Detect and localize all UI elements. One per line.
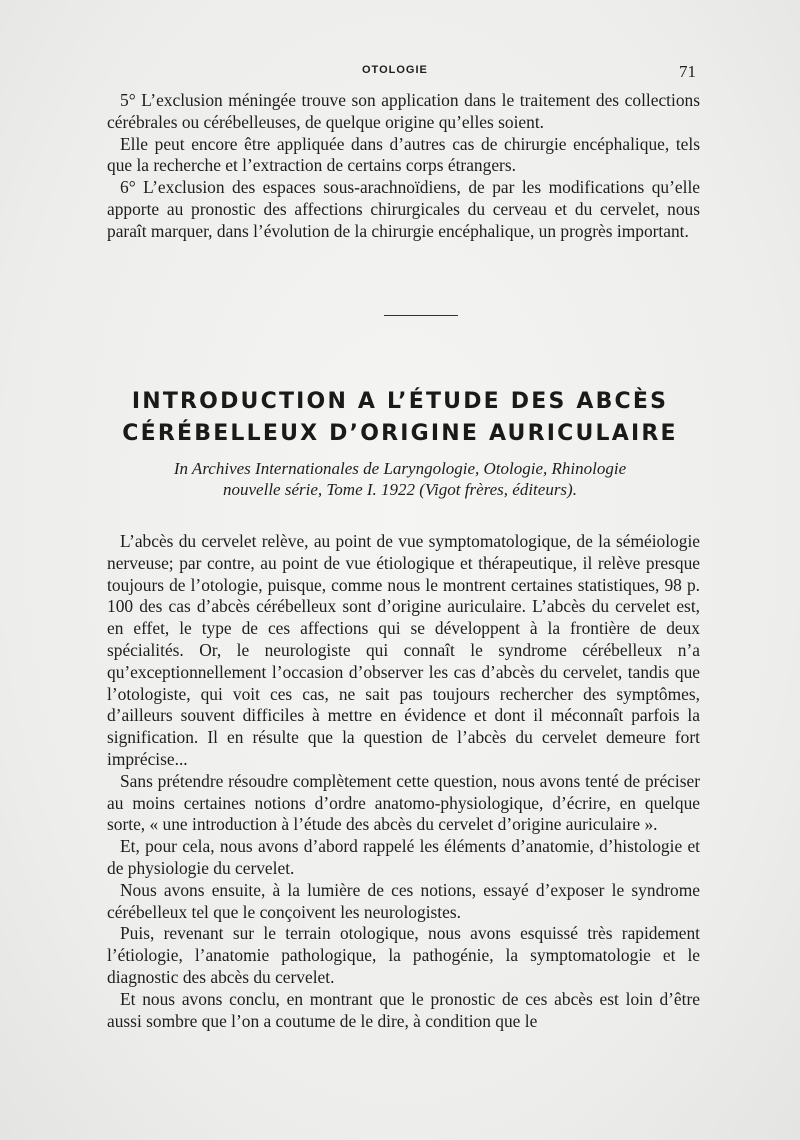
body-paragraph: Et nous avons conclu, en montrant que le pronostic de ces abcès est loin d’être aussi sombre que l’on a coutume de le dire, à condition que le xyxy=(107,988,700,1031)
article-title-line-1: INTRODUCTION A L’ÉTUDE DES ABCÈS xyxy=(131,389,669,414)
body-paragraph: Puis, revenant sur le terrain otologique, nous avons esquissé très rapidement l’étiologie, l’anatomie pathologique, la pathogénie, la symptomatologie et le diagnostic des abcès du cervelet. xyxy=(107,923,700,987)
article-title-line-2: CÉRÉBELLEUX D’ORIGINE AURICULAIRE xyxy=(122,421,678,446)
body-paragraph: Sans prétendre résoudre complètement cette question, nous avons tenté de préciser au moins certaines notions d’ordre anatomo-physiologique, d’écrire, en quelque sorte, « une introduction à l’étude des abcès du cervelet d’origine auriculaire ». xyxy=(107,770,700,835)
citation-line-2: nouvelle série, Tome I. 1922 (Vigot frères, éditeurs). xyxy=(223,480,577,499)
running-head xyxy=(0,62,800,82)
body-paragraph: Et, pour cela, nous avons d’abord rappelé les éléments d’anatomie, d’histologie et de physiologie du cervelet. xyxy=(107,836,700,878)
page-number: 71 xyxy=(679,62,696,81)
section-divider xyxy=(384,315,458,316)
intro-paragraph-5: 5° L’exclusion méningée trouve son application dans le traitement des collections cérébrales ou cérébelleuses, de quelque origine qu’elles soient. xyxy=(107,90,700,132)
intro-paragraph-encephalique: Elle peut encore être appliquée dans d’autres cas de chirurgie encéphalique, tels que la recherche et l’extraction de certains corps étrangers. xyxy=(107,133,700,176)
body-paragraph: Nous avons ensuite, à la lumière de ces notions, essayé d’exposer le syndrome cérébelleux tel que le conçoivent les neurologistes. xyxy=(107,879,700,922)
article-citation xyxy=(90,458,710,500)
intro-text-block xyxy=(107,90,700,243)
body-paragraph: L’abcès du cervelet relève, au point de vue symptomatologique, de la séméiologie nerveuse; par contre, au point de vue étiologique et thérapeutique, il relève presque toujours de l’otologie, puisque, comme nous le montrent certaines statistiques, 98 p. 100 des cas d’abcès cérébelleux sont d’origine auriculaire. L’abcès du cervelet est, en effet, le type de ces affections qui se développent à la frontière de deux spécialités. Or, le neurologiste qui connaît le syndrome cérébelleux n’a qu’exceptionnellement l’occasion d’observer les cas d’abcès du cervelet, tandis que l’otologiste, qui voit ces cas, ne sait pas toujours rechercher des symptômes, d’ailleurs souvent difficiles à mettre en évidence et dont il méconnaît parfois la signification. Il en résulte que la question de l’abcès du cervelet demeure fort imprécise... xyxy=(107,531,700,769)
body-text-block xyxy=(107,531,700,1032)
running-title: OTOLOGIE xyxy=(362,64,428,76)
intro-paragraph-6: 6° L’exclusion des espaces sous-arachnoïdiens, de par les modifications qu’elle apporte au pronostic des affections chirurgicales du cerveau et du cervelet, nous paraît marquer, dans l’évolution de la chirurgie encéphalique, un progrès important. xyxy=(107,177,700,241)
citation-line-1: In Archives Internationales de Laryngologie, Otologie, Rhinologie xyxy=(173,459,627,478)
